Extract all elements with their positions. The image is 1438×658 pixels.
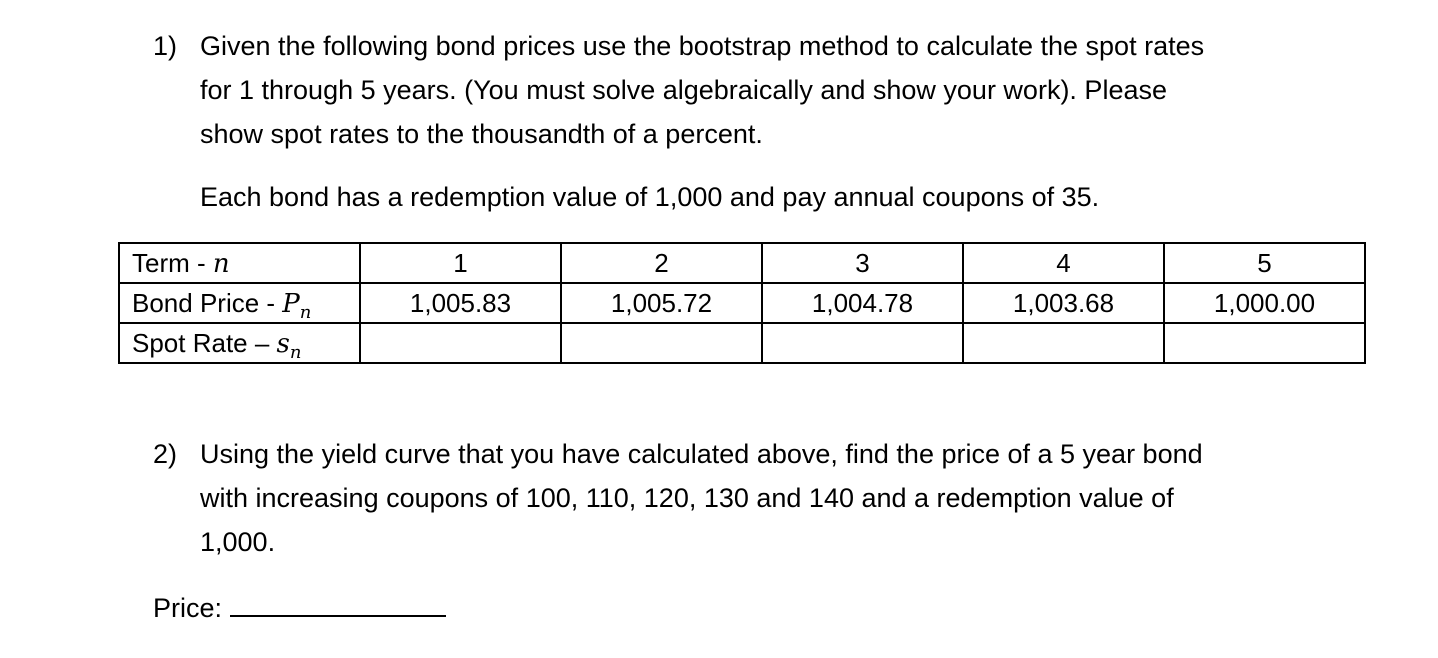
question-1-number: 1): [153, 31, 178, 61]
price-label: Price:: [153, 593, 223, 623]
table-row-spot: [119, 323, 1365, 363]
spot-rate-cell[interactable]: [561, 323, 762, 363]
question-1-line-2: for 1 through 5 years. (You must solve algebraically and show your work). Please: [200, 75, 1167, 105]
term-header: Term - n: [119, 243, 360, 283]
spot-rate-cell[interactable]: [1164, 323, 1365, 363]
question-1-line-3: show spot rates to the thousandth of a percent.: [200, 119, 763, 149]
spot-rate-cell[interactable]: [762, 323, 963, 363]
spot-rate-header: Spot Rate – $s_n$: [119, 323, 360, 363]
question-2-line-1: Using the yield curve that you have calculated above, find the price of a 5 year bond: [200, 439, 1203, 469]
bond-table: [118, 242, 1366, 364]
term-cell: 5: [1164, 243, 1365, 283]
price-cell: 1,005.83: [360, 283, 561, 323]
term-cell: 1: [360, 243, 561, 283]
question-2-line-2: with increasing coupons of 100, 110, 120, 130 and 140 and a redemption value of: [200, 483, 1174, 513]
table-row-price: [119, 283, 1365, 323]
bond-description: Each bond has a redemption value of 1,000 and pay annual coupons of 35.: [200, 182, 1100, 212]
term-cell: 4: [963, 243, 1164, 283]
bond-price-header: Bond Price - $P_n$: [119, 283, 360, 323]
table-row-term: [119, 243, 1365, 283]
price-answer: [153, 588, 446, 628]
question-1-line-1: Given the following bond prices use the bootstrap method to calculate the spot rates: [200, 31, 1205, 61]
spot-rate-cell[interactable]: [963, 323, 1164, 363]
price-cell: 1,005.72: [561, 283, 762, 323]
price-answer-blank[interactable]: [230, 591, 446, 617]
question-2-number: 2): [153, 439, 178, 469]
term-cell: 2: [561, 243, 762, 283]
price-cell: 1,003.68: [963, 283, 1164, 323]
spot-rate-cell[interactable]: [360, 323, 561, 363]
term-cell: 3: [762, 243, 963, 283]
price-cell: 1,004.78: [762, 283, 963, 323]
question-2-line-3: 1,000.: [200, 527, 276, 557]
price-cell: 1,000.00: [1164, 283, 1365, 323]
